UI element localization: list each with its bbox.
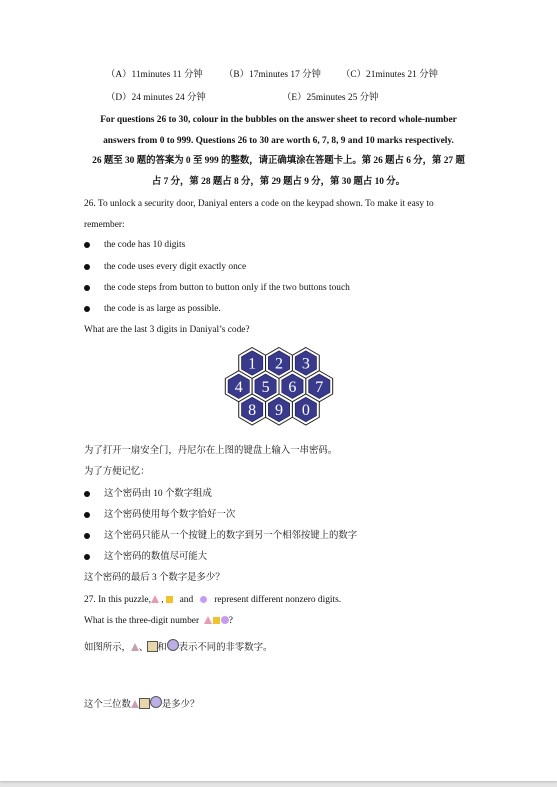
option-d: （D）24 minutes 24 分钟 — [106, 93, 206, 103]
bullet-icon — [84, 491, 90, 497]
instructions-en-1: For questions 26 to 30, colour in the bubbles on the answer sheet to record whole-number — [100, 115, 457, 125]
instructions-zh-2: 占 7 分，第 28 题占 8 分，第 29 题占 9 分，第 30 题占 10 分。 — [151, 177, 406, 187]
q26-zh-bullet-2: 这个密码使用每个数字恰好一次 — [104, 510, 236, 520]
q26-bullet-3: the code steps from button to button only if the two buttons touch — [104, 283, 350, 293]
square-icon — [166, 596, 173, 603]
q26-bullet-2: the code uses every digit exactly once — [104, 262, 247, 272]
keypad-digit: 9 — [275, 402, 283, 419]
option-b: （B）17minutes 17 分钟 — [224, 70, 321, 80]
circle-icon — [200, 596, 207, 603]
q26-bullet-4: the code is as large as possible. — [104, 304, 221, 314]
triangle-icon — [151, 595, 159, 603]
keypad-digit: 4 — [234, 378, 243, 396]
q26-zh-bullet-4: 这个密码的数值尽可能大 — [104, 552, 208, 562]
q26-zh-bullet-3: 这个密码只能从一个按键上的数字到另一个相邻按键上的数字 — [104, 531, 358, 541]
keypad-digit: 6 — [288, 378, 297, 396]
triangle-icon — [131, 643, 139, 651]
q27-question-end: ? — [228, 616, 233, 626]
q26-intro-2: remember: — [84, 220, 125, 230]
option-c: （C）21minutes 21 分钟 — [341, 70, 438, 80]
q27-zh-question-end: 是多少？ — [161, 700, 200, 710]
q26-intro-1: 26. To unlock a security door, Daniyal enters a code on the keypad shown. To make it easy to — [84, 199, 434, 209]
q27-line-1 — [84, 594, 341, 606]
q26-bullet-1: the code has 10 digits — [104, 240, 186, 250]
q26-zh-intro-2: 为了方便记忆： — [84, 467, 150, 477]
q27-zh-intro: 如图所示， — [84, 643, 131, 653]
keypad-digit: 7 — [315, 378, 324, 396]
q27-zh-line-2 — [84, 696, 199, 711]
bullet-icon — [84, 242, 90, 248]
q27-intro: 27. In this puzzle, — [84, 595, 151, 605]
q27-line-2 — [84, 615, 233, 627]
circle-icon — [167, 639, 179, 651]
bullet-icon — [84, 533, 90, 539]
q26-zh-question: 这个密码的最后 3 个数字是多少？ — [84, 573, 225, 583]
keypad-digit: 3 — [301, 355, 310, 373]
q27-zh-line1-end: 表示不同的非零数字。 — [178, 643, 273, 653]
bullet-icon — [84, 285, 90, 291]
triangle-icon — [131, 700, 139, 708]
q27-zh-and: 和 — [157, 643, 167, 653]
keypad-digit: 0 — [301, 402, 310, 419]
option-e: （E）25minutes 25 分钟 — [282, 93, 379, 103]
circle-icon — [150, 696, 162, 708]
instructions-en-2: answers from 0 to 999. Questions 26 to 30 are worth 6, 7, 8, 9 and 10 marks respectively. — [103, 136, 454, 146]
keypad-digit: 1 — [248, 355, 257, 373]
square-icon — [213, 617, 220, 624]
hex-keypad — [214, 346, 344, 432]
instructions-zh-1: 26 题至 30 题的答案为 0 至 999 的整数，请正确填涂在答题卡上。第 26 题占 6 分，第 27 题 — [92, 156, 465, 166]
bullet-icon — [84, 306, 90, 312]
q27-question: What is the three-digit number — [84, 616, 200, 626]
q26-zh-bullet-1: 这个密码由 10 个数字组成 — [104, 489, 212, 499]
q27-zh-question-start: 这个三位数 — [84, 700, 131, 710]
keypad-digit: 5 — [261, 378, 270, 396]
square-icon — [140, 699, 149, 708]
bullet-icon — [84, 264, 90, 270]
q27-zh-line-1 — [84, 639, 272, 654]
bullet-icon — [84, 512, 90, 518]
keypad-digit: 8 — [248, 402, 257, 419]
option-a: （A）11minutes 11 分钟 — [106, 70, 203, 80]
circle-icon — [221, 616, 229, 624]
q27-and: and — [179, 595, 194, 605]
q26-zh-intro-1: 为了打开一扇安全门，丹尼尔在上图的键盘上输入一串密码。 — [84, 446, 338, 456]
q26-question: What are the last 3 digits in Daniyal’s code? — [84, 325, 250, 335]
q27-zh-sep: 、 — [138, 643, 149, 653]
bullet-icon — [84, 554, 90, 560]
q27-sep: , — [161, 595, 164, 605]
square-icon — [148, 642, 157, 651]
triangle-icon — [204, 616, 212, 624]
q27-line1-end: represent different nonzero digits. — [214, 595, 342, 605]
keypad-digit: 2 — [275, 355, 283, 373]
